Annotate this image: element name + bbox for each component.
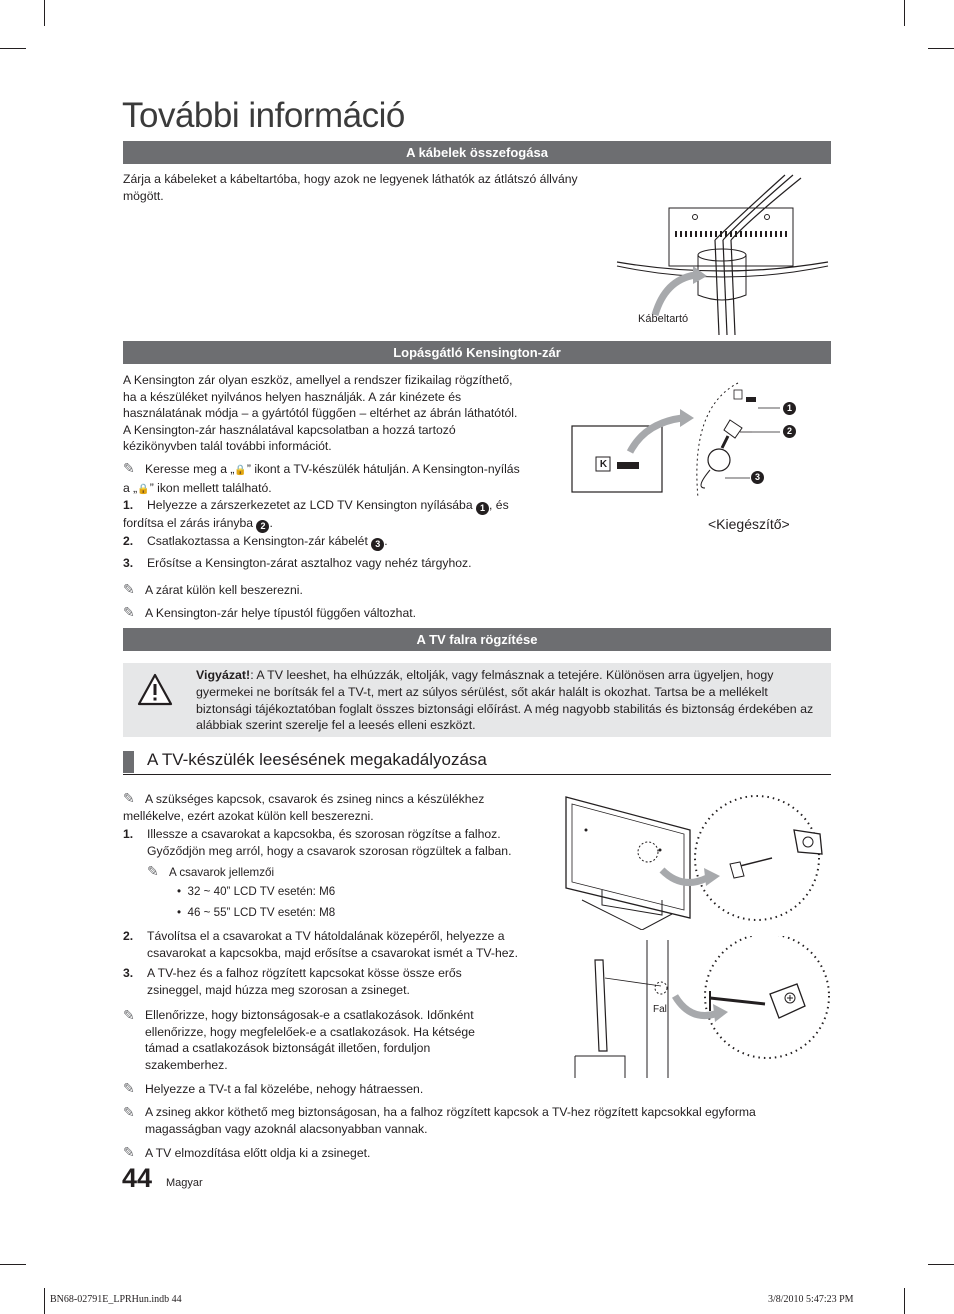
- crop-mark: [44, 0, 45, 26]
- kensington-figure: [570, 378, 820, 513]
- pencil-note-icon: ✎: [123, 790, 135, 806]
- kensington-step-2: 2. Csatlakoztassa a Kensington-zár kábelét 3 .: [123, 534, 388, 549]
- section-heading-kensington: Lopásgátló Kensington-zár: [123, 341, 831, 364]
- section-heading-cables: A kábelek összefogása: [123, 141, 831, 164]
- kensington-step-1: 1. Helyezze a zárszerkezetet az LCD TV Kensington nyílásába 1 , és fordítsa el zárás irányba 2 .: [123, 498, 509, 531]
- figure-callout-1: 1: [783, 402, 796, 415]
- warning-triangle-icon: [137, 673, 173, 707]
- heading-marker: [123, 751, 134, 773]
- crop-mark: [0, 48, 26, 49]
- subsection-title: A TV-készülék leesésének megakadályozása: [147, 750, 487, 769]
- pencil-note-icon: ✎: [123, 581, 135, 597]
- crop-mark: [904, 0, 905, 26]
- pencil-note-icon: ✎: [123, 604, 135, 620]
- wall-step-2: 2. Távolítsa el a csavarokat a TV hátoldalának közepéről, helyezze a csavarokat a kapcsokba, majd erősítse a csavarokat ismét a TV-hez.: [123, 929, 518, 960]
- section-heading-wall: A TV falra rögzítése: [123, 628, 831, 651]
- kensington-intro: A Kensington zár olyan eszköz, amellyel a rendszer fizikailag rögzíthető, ha a készüléket nyilvános helyen használják. A zár kinézete és használatának módja – a gyártótól függően – eltérhet az ábrán láthatótól. A Kensington-zár használatával kapcsolatban a hozzá tartozó kézikönyvben talál további információt.: [123, 373, 518, 454]
- warning-text: Vigyázat!: A TV leeshet, ha elhúzzák, eltolják, vagy felmásznak a tetejére. Különösen arra ügyeljen, hogy gyermekei ne borítsák fel a TV-t, mert az súlyos sérülést, sőt akár halált is okozhat. Tartsa be a mellékelt biztonsági tájékoztatóban foglalt összes biztonsági előírást. A még nagyobb stabilitás és biztonság érdekében az alábbiak szerint szerelje fel a leesés elleni eszközt.: [196, 668, 814, 733]
- kensington-note-3: ✎ A Kensington-zár helye típustól függően változhat.: [123, 604, 417, 620]
- cables-body: Zárja a kábeleket a kábeltartóba, hogy azok ne legyenek láthatók az átlátszó állvány mögött.: [123, 172, 578, 203]
- bullet-item: • 32 ~ 40” LCD TV esetén: M6: [177, 885, 336, 898]
- crop-mark: [928, 1264, 954, 1265]
- tv-back-bracket-figure: [562, 790, 832, 930]
- footer-file: BN68-02791E_LPRHun.indb 44: [50, 1294, 182, 1305]
- crop-mark: [904, 1288, 905, 1314]
- page-title: További információ: [122, 96, 405, 135]
- cable-holder-label: Kábeltartó: [638, 313, 689, 325]
- wall-note-a: ✎ A szükséges kapcsok, csavarok és zsineg nincs a készülékhez mellékelve, ezért azokat külön kell beszerezni.: [123, 790, 485, 823]
- callout-2: 2: [256, 520, 269, 533]
- pencil-note-icon: ✎: [147, 863, 159, 879]
- pencil-note-icon: ✎: [123, 1144, 135, 1160]
- wall-step-3: 3. A TV-hez és a falhoz rögzített kapcsokat kösse össze erős zsineggel, majd húzza meg szorosan a zsineget.: [123, 966, 462, 997]
- crop-mark: [0, 1264, 26, 1265]
- kensington-note-2: ✎ A zárat külön kell beszerezni.: [123, 581, 303, 597]
- crop-mark: [44, 1288, 45, 1314]
- figure-callout-2: 2: [783, 425, 796, 438]
- kensington-note-1: ✎ Keresse meg a „🔒” ikont a TV-készülék hátulján. A Kensington-nyílás a „🔒” ikon mellett található.: [123, 460, 520, 495]
- kensington-k-label: K: [599, 459, 608, 470]
- page-number: 44: [122, 1163, 153, 1193]
- warning-box: [123, 663, 831, 737]
- page-language: Magyar: [166, 1177, 203, 1189]
- kensington-figure-caption: <Kiegészítő>: [708, 516, 790, 532]
- bullet-item: • 46 ~ 55” LCD TV esetén: M8: [177, 906, 336, 919]
- callout-3: 3: [371, 538, 384, 551]
- crop-mark: [928, 48, 954, 49]
- figure-callout-3: 3: [751, 471, 764, 484]
- wall-bracket-figure: [565, 936, 835, 1081]
- wall-note-c: ✎ Helyezze a TV-t a fal közelébe, nehogy hátraessen.: [123, 1080, 424, 1096]
- kensington-step-3: 3. Erősítse a Kensington-zárat asztalhoz vagy nehéz tárgyhoz.: [123, 556, 472, 570]
- pencil-note-icon: ✎: [123, 1007, 135, 1023]
- wall-note-d: ✎ A zsineg akkor köthető meg biztonságosan, ha a falhoz rögzített kapcsok a TV-hez rögzített kapcsokkal egyforma magasságban vagy azoknál alacsonyabban vannak.: [123, 1104, 756, 1136]
- pencil-note-icon: ✎: [123, 460, 135, 476]
- screw-note: ✎ A csavarok jellemzői: [147, 863, 275, 879]
- wall-step-1: 1. Illessze a csavarokat a kapcsokba, és szorosan rögzítse a falhoz. Győződjön meg arról, hogy a csavarok szorosan rögzültek a falban.: [123, 827, 512, 858]
- footer-datetime: 3/8/2010 5:47:23 PM: [768, 1294, 854, 1305]
- pencil-note-icon: ✎: [123, 1080, 135, 1096]
- kensington-lock-icon: 🔒: [137, 483, 150, 495]
- wall-note-b: ✎ Ellenőrizze, hogy biztonságosak-e a csatlakozások. Időnként ellenőrizze, hogy megfelelőek-e a csatlakozások. Ha kétsége támad a csatlakozások biztonságát illetően, forduljon szakemberhez.: [123, 1007, 475, 1072]
- callout-1: 1: [476, 502, 489, 515]
- pencil-note-icon: ✎: [123, 1104, 135, 1120]
- subsection-heading: [123, 749, 831, 775]
- wall-note-e: ✎ A TV elmozdítása előtt oldja ki a zsineget.: [123, 1144, 371, 1160]
- wall-label: Fal: [653, 1004, 667, 1015]
- kensington-lock-icon: 🔒: [234, 465, 247, 476]
